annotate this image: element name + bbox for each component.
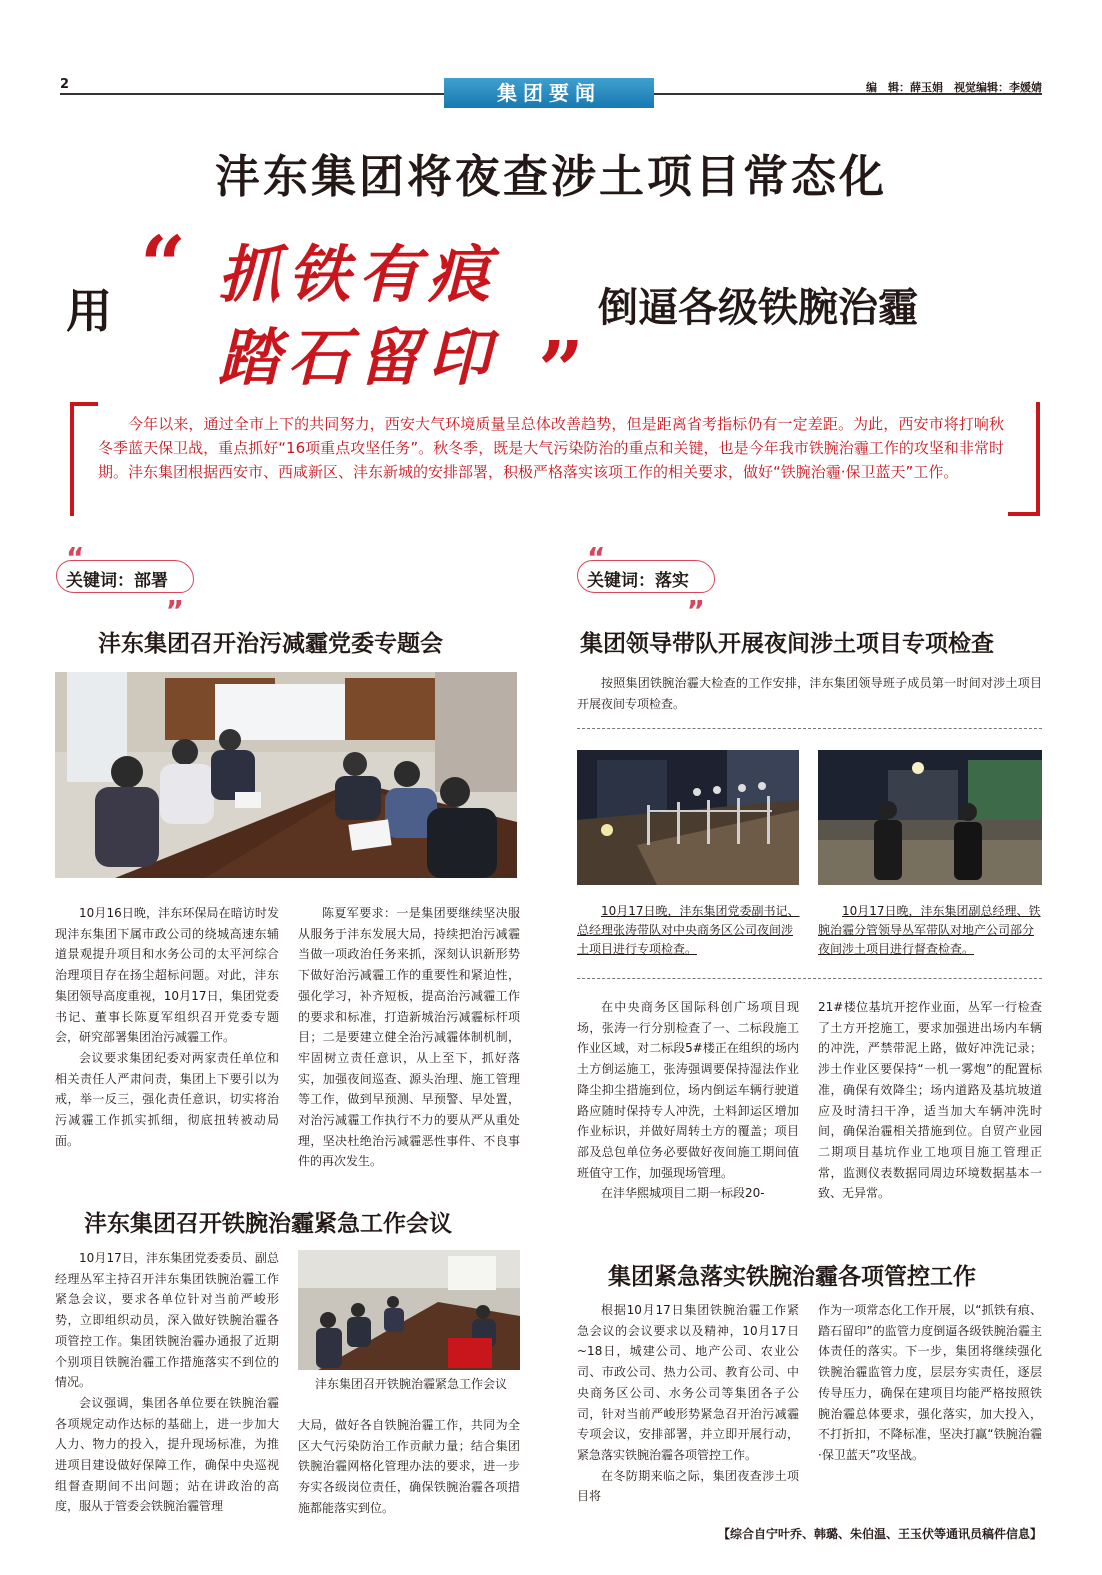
article-column [298,1415,520,1519]
paragraph: 会议要求集团纪委对两家责任单位和相关责任人严肃问责，集团上下要引以为戒，举一反三，强化责任意识，切实将治污减霾工作抓实抓细，彻底扭转被动局面。 [55,1050,279,1148]
paragraph: 10月16日晚，沣东环保局在暗访时发现沣东集团下属市政公司的绕城高速东辅道景观提升项目和水务公司的太平河综合治理项目存在扬尘超标问题。对此，沣东集团领导高度重视，10月17日，集团党委书记、董事长陈夏军组织召开党委专题会，研究部署集团治污减霾工作。 [55,906,279,1045]
intro-bracket-left [70,402,98,516]
quote-close: ” [538,323,585,417]
paragraph: 在冬防期来临之际，集团夜查涉土项目将 [577,1468,799,1504]
article-column [577,1300,799,1507]
paragraph: 在中央商务区国际科创广场项目现场，张涛一行分别检查了一、二标段施工作业区域，对二标段5#楼正在组织的场内土方倒运施工，张涛强调要保持湿法作业降尘抑尘措施到位，场内倒运车辆行驶道路应随时保持专人冲洗，土料卸运区增加作业标识，并做好周转土方的覆盖；项目部及总包单位务必要做好夜间施工期间值班值守工作，加强现场管理。 [577,1000,799,1180]
article-column [55,1248,279,1517]
article-lead [577,673,1042,714]
paragraph: 大局，做好各自铁腕治霾工作，共同为全区大气污染防治工作贡献力量；结合集团铁腕治霾网格化管理办法的要求，进一步夯实各级岗位责任，确保铁腕治霾各项措施都能落实到位。 [298,1418,520,1515]
night-inspection-photo-1 [577,750,799,885]
meeting-photo [55,672,517,878]
article-column [818,1300,1042,1466]
article-column [577,997,799,1204]
photo-caption: 沣东集团召开铁腕治霾紧急工作会议 [314,1377,507,1391]
paragraph: 10月17日，沣东集团党委委员、副总经理丛军主持召开沣东集团铁腕治霾工作紧急会议，要求各单位针对当前严峻形势，立即组织动员，深入做好铁腕治霾各项管控工作。集团铁腕治霾办通报了近期个别项目铁腕治霾工作措施落实不到位的情况。 [55,1251,279,1390]
keyword-text: 关键词：部署 [66,571,168,591]
main-headline: 沣东集团将夜查涉土项目常态化 [214,150,887,203]
paragraph: 会议强调，集团各单位要在铁腕治霾各项规定动作达标的基础上，进一步加大人力、物力的投入，提升现场标准，为推进项目建设做好保障工作，确保中央巡视组督查期间不出问题；站在讲政治的高度，服从于管委会铁腕治霾管理 [55,1395,279,1514]
night-inspection-photo-2 [818,750,1042,885]
article-column [55,903,279,1151]
photo-caption: 10月17日晚，沣东集团党委副书记、总经理张涛带队对中央商务区公司夜间涉土项目进行专项检查。 [577,904,800,956]
divider [577,728,1042,729]
calligraphy-line-2: 踏石留印 [218,321,499,394]
keyword-text: 关键词：落实 [587,571,689,591]
paragraph: 作为一项常态化工作开展，以“抓铁有痕、踏石留印”的监管力度倒逼各级铁腕治霾主体责任的落实。下一步，集团将继续强化铁腕治霾监管力度，层层夯实责任，逐层传导压力，确保在建项目均能严格按照铁腕治霾总体要求，强化落实，加大投入，不打折扣，不降标准，坚决打赢“铁腕治霾·保卫蓝天”攻坚战。 [818,1303,1042,1462]
headline-yong: 用 [66,284,112,338]
column-banner: 集团要闻 [444,78,654,108]
paragraph: 陈夏军要求：一是集团要继续坚决服从服务于沣东发展大局，持续把治污减霾当做一项政治任务来抓，深刻认识新形势下做好治污减霾工作的重要性和紧迫性，强化学习，补齐短板，提高治污减霾工作的要求和标准，打造新城治污减霾标杆项目；二是要建立健全治污减霾体制机制，牢固树立责任意识，从上至下，抓好落实，加强夜间巡查、源头治理、施工管理等工作，做到早预测、早预警、早处置，对治污减霾工作执行不力的要从严从重处理，坚决杜绝治污减霾恶性事件、不良事件的再次发生。 [298,906,520,1169]
keyword-badge-implement: “ ” 关键词：落实 [577,553,717,601]
meeting-photo-2 [298,1250,520,1370]
paragraph: 21#楼位基坑开挖作业面，丛军一行检查了土方开挖施工，要求加强进出场内车辆的冲洗，严禁带泥上路，做好冲洗记录；涉土作业区要保持“一机一雾炮”的配置标准，确保有效降尘；场内道路及基坑坡道应及时清扫干净，适当加大车辆冲洗时间，确保治霾相关措施到位。自贸产业园二期项目基坑作业工地项目施工管理正常，监测仪表数据同周边环境数据基本一致、无异常。 [818,1000,1042,1201]
divider [577,978,1042,979]
article-title: 沣东集团召开治污减霾党委专题会 [98,631,443,657]
keyword-badge-deploy: “ ” 关键词：部署 [56,553,196,601]
article-column [298,903,520,1172]
article-title: 沣东集团召开铁腕治霾紧急工作会议 [84,1211,452,1237]
source-credit: 【综合自宁叶乔、韩璐、朱伯温、王玉伏等通讯员稿件信息】 [717,1527,1042,1541]
paragraph: 按照集团铁腕治霾大检查的工作安排，沣东集团领导班子成员第一时间对涉土项目开展夜间专项检查。 [577,676,1042,711]
paragraph: 根据10月17日集团铁腕治霾工作紧急会议的会议要求以及精神，10月17日~18日，城建公司、地产公司、农业公司、市政公司、热力公司、教育公司、中央商务区公司、水务公司等集团各子公司，针对当前严峻形势紧急召开治污减霾专项会议，安排部署，并立即开展行动，紧急落实铁腕治霾各项管控工作。 [577,1303,799,1462]
paragraph: 在沣华熙城项目二期一标段20- [601,1186,765,1201]
intro-paragraph: 今年以来，通过全市上下的共同努力，西安大气环境质量呈总体改善趋势，但是距离省考指标仍有一定差距。为此，西安市将打响秋冬季蓝天保卫战，重点抓好“16项重点攻坚任务”。秋冬季，既是大气污染防治的重点和关键，也是今年我市铁腕治霾工作的攻坚和非常时期。沣东集团根据西安市、西咸新区、沣东新城的安排部署，积极严格落实该项工作的相关要求，做好“铁腕治霾·保卫蓝天”工作。 [98,415,1004,481]
sub-headline: 倒逼各级铁腕治霾 [598,285,918,331]
article-title: 集团领导带队开展夜间涉土项目专项检查 [580,631,994,657]
page-number: 2 [60,77,70,92]
article-column [818,997,1042,1204]
intro-bracket-right [1008,402,1040,516]
calligraphy-line-1: 抓铁有痕 [218,238,499,311]
photo-caption: 10月17日晚，沣东集团副总经理、铁腕治霾分管领导丛军带队对地产公司部分夜间涉土项目进行督查检查。 [818,904,1041,956]
quote-open: “ [140,218,187,312]
article-title: 集团紧急落实铁腕治霾各项管控工作 [608,1264,976,1290]
editor-credits: 编 辑：薛玉娟 视觉编辑：李媛婧 [866,81,1042,94]
